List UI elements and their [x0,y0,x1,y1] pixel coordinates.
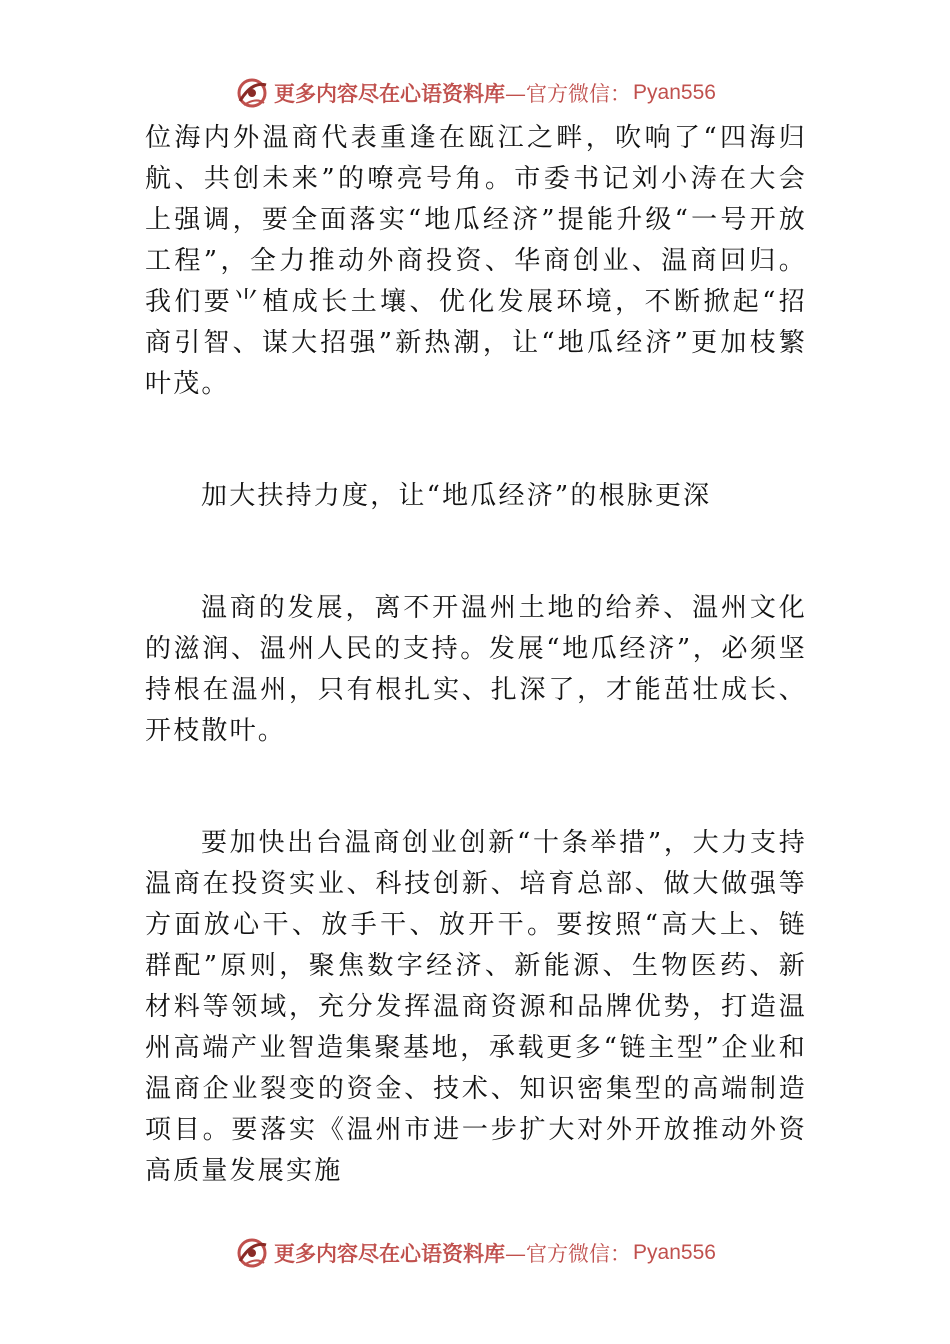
header-watermark-banner [0,73,950,113]
watermark-separator: —官方微信： [505,82,632,106]
paragraph-3: 要加快出台温商创业创新“十条举措”，大力支持温商在投资实业、科技创新、培育总部、做大做强等方面放心干、放手干、放开干。要按照“高大上、链群配”原则，聚焦数字经济、新能源、生物医药、新材料等领域，充分发挥温商资源和品牌优势，打造温州高端产业智造集聚基地，承载更多“链主型”企业和温商企业裂变的资金、技术、知识密集型的高端制造项目。要落实《温州市进一步扩大对外开放推动外资高质量发展实施 [145,828,807,1186]
watermark-text: 更多内容尽在心语资料库 [274,81,506,106]
footer-watermark-banner [0,1233,950,1273]
document-body [145,118,807,1192]
paragraph-2: 温商的发展，离不开温州土地的给养、温州文化的滋润、温州人民的支持。发展“地瓜经济”，必须坚持根在温州，只有根扎实、扎深了，才能茁壮成长、开枝散叶。 [145,593,807,746]
paragraph-1: 位海内外温商代表重逢在瓯江之畔，吹响了“四海归航、共创未来”的嘹亮号角。市委书记刘小涛在大会上强调，要全面落实“地瓜经济”提能升级“一号开放工程”，全力推动外商投资、华商创业、温商回归。我们要⺌植成长土壤、优化发展环境，不断掀起“招商引智、谋大招强”新热潮，让“地瓜经济”更加枝繁叶茂。 [145,123,807,399]
watermark-wechat-id: Pyan556 [633,81,716,104]
section-heading: 加大扶持力度，让“地瓜经济”的根脉更深 [201,481,712,511]
watermark-wechat-id: Pyan556 [633,1241,716,1264]
watermark-text: 更多内容尽在心语资料库 [274,1241,506,1266]
watermark-separator: —官方微信： [505,1242,632,1266]
swirl-logo-icon [234,75,270,111]
swirl-logo-icon [234,1235,270,1271]
